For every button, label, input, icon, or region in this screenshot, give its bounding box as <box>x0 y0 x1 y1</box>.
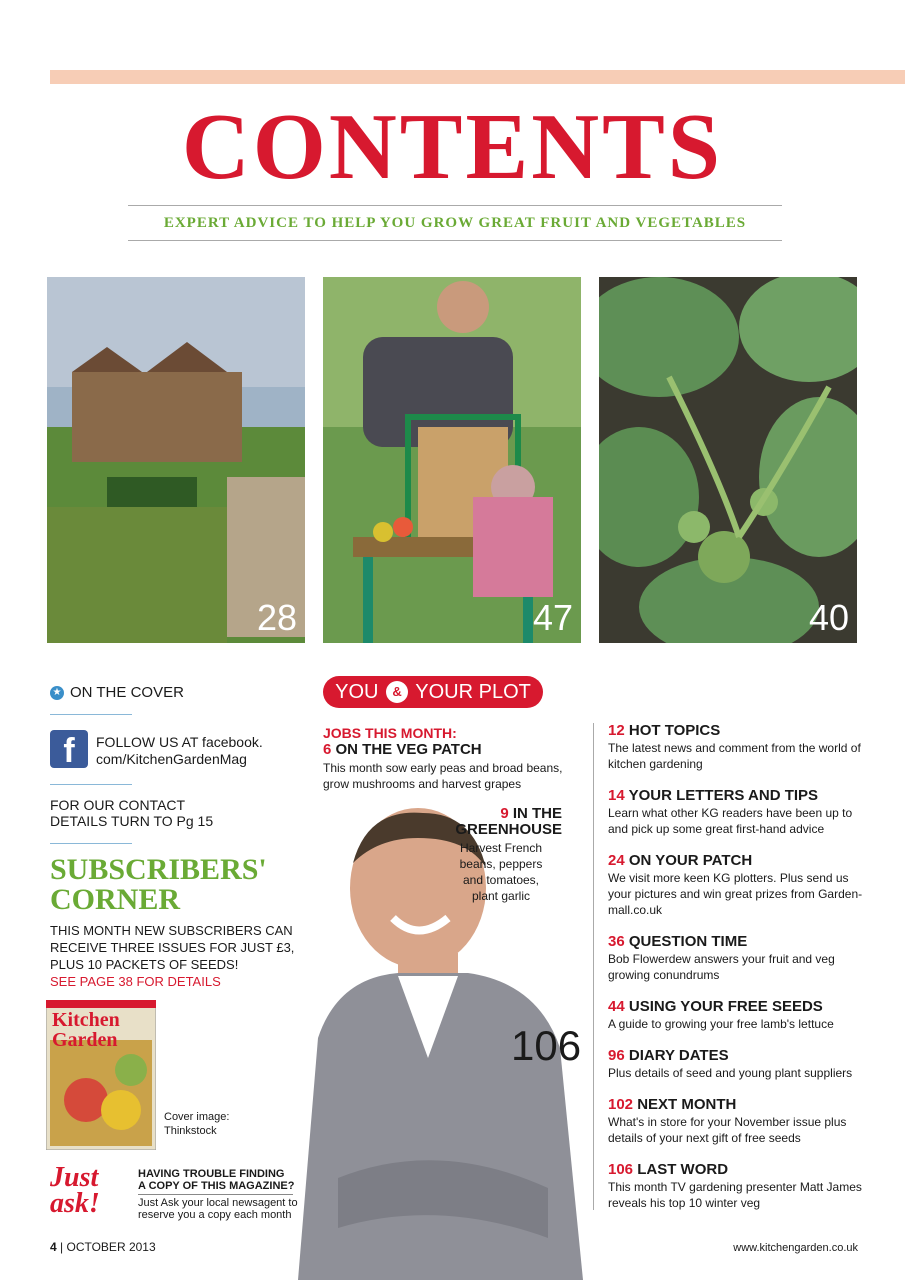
greenhouse-page: 9 <box>500 805 509 822</box>
divider <box>50 784 132 785</box>
column-divider <box>593 723 594 1210</box>
section-you-and-your-plot <box>323 676 543 708</box>
subtitle-box <box>128 205 782 241</box>
item-page: 24 <box>608 852 625 869</box>
jobs-title-text: ON THE VEG PATCH <box>335 741 482 758</box>
just-ask-body: Just Ask your local newsagent to reserve you a copy each month <box>138 1197 298 1221</box>
top-color-bar <box>50 70 905 84</box>
item-desc: What's in store for your November issue plus details of your next gift of free seeds <box>608 1115 847 1145</box>
item-page: 106 <box>608 1161 634 1178</box>
item-desc: This month TV gardening presenter Matt James reveals his top 10 winter veg <box>608 1180 862 1210</box>
item-title: HOT TOPICS <box>628 722 721 739</box>
jobs-heading: JOBS THIS MONTH: <box>323 725 457 741</box>
footer-page-info: 4 | OCTOBER 2013 <box>50 1240 156 1254</box>
greenhouse-desc: Harvest French beans, peppers and tomatoes, plant garlic <box>459 841 543 903</box>
divider <box>50 843 132 844</box>
item-desc: We visit more keen KG plotters. Plus send us your pictures and win great prizes from Garden-mall.co.uk <box>608 871 863 917</box>
item-desc: Plus details of seed and young plant suppliers <box>608 1066 853 1080</box>
contents-item[interactable] <box>608 998 868 1032</box>
star-icon: ★ <box>50 686 64 700</box>
jobs-title <box>323 741 578 758</box>
just-ask-box <box>50 1162 300 1223</box>
item-page: 12 <box>608 722 625 739</box>
contents-list <box>608 722 868 1226</box>
contents-item[interactable] <box>608 852 868 918</box>
contents-item[interactable] <box>608 722 868 772</box>
divider <box>50 714 132 715</box>
photo-courgette-page: 40 <box>808 597 849 638</box>
item-desc: The latest news and comment from the world of kitchen gardening <box>608 741 861 771</box>
subscribers-offer <box>50 922 305 990</box>
item-page: 36 <box>608 933 625 950</box>
just-ask-divider <box>138 1194 293 1195</box>
facebook-icon: f <box>50 730 88 768</box>
greenhouse-title <box>440 806 562 838</box>
jobs-page: 6 <box>323 741 332 758</box>
facebook-promo[interactable] <box>50 730 263 768</box>
item-title: LAST WORD <box>637 1161 729 1178</box>
item-desc: Learn what other KG readers have been up to and pick up some great first-hand advice <box>608 806 853 836</box>
footer-url[interactable]: www.kitchengarden.co.uk <box>733 1242 858 1254</box>
item-desc: A guide to growing your free lamb's lettuce <box>608 1017 834 1031</box>
subscribers-offer-text: THIS MONTH NEW SUBSCRIBERS CAN RECEIVE THREE ISSUES FOR JUST £3, PLUS 10 PACKETS OF SEEDS! <box>50 923 295 972</box>
ampersand-icon: & <box>386 681 408 703</box>
just-ask-logo: Just ask! <box>50 1162 100 1219</box>
item-title: QUESTION TIME <box>628 933 748 950</box>
item-title: YOUR LETTERS AND TIPS <box>628 787 819 804</box>
section-plot: YOUR PLOT <box>415 681 531 703</box>
item-title: DIARY DATES <box>628 1047 729 1064</box>
magazine-cover-thumbnail[interactable] <box>46 1000 156 1150</box>
item-title: NEXT MONTH <box>637 1096 737 1113</box>
item-page: 102 <box>608 1096 634 1113</box>
contents-item[interactable] <box>608 1047 868 1081</box>
section-you: YOU <box>335 681 379 703</box>
cover-credit: Cover image: Thinkstock <box>164 1111 230 1137</box>
subscribers-link[interactable]: SEE PAGE 38 FOR DETAILS <box>50 974 221 989</box>
photo-cider-press[interactable] <box>323 277 581 643</box>
facebook-text[interactable]: FOLLOW US AT facebook. com/KitchenGardenMag <box>96 734 263 767</box>
footer-page-number: 4 <box>50 1240 57 1254</box>
item-title: ON YOUR PATCH <box>628 852 753 869</box>
greenhouse-title-text: IN THE GREENHOUSE <box>455 805 562 838</box>
contents-item[interactable] <box>608 1096 868 1146</box>
jobs-desc: This month sow early peas and broad beans, grow mushrooms and harvest grapes <box>323 761 563 791</box>
page-subtitle: EXPERT ADVICE TO HELP YOU GROW GREAT FRUIT AND VEGETABLES <box>163 215 747 231</box>
item-title: USING YOUR FREE SEEDS <box>628 998 823 1015</box>
subscribers-corner-heading: SUBSCRIBERS' CORNER <box>50 853 267 916</box>
page-title: CONTENTS <box>181 95 724 199</box>
item-page: 96 <box>608 1047 625 1064</box>
contents-item[interactable] <box>608 933 868 983</box>
contact-details: FOR OUR CONTACT DETAILS TURN TO Pg 15 <box>50 797 214 829</box>
item-page: 44 <box>608 998 625 1015</box>
item-page: 14 <box>608 787 625 804</box>
photo-house-page: 28 <box>256 597 297 638</box>
on-the-cover-label <box>50 684 184 701</box>
contents-item[interactable] <box>608 1161 868 1211</box>
photo-courgette[interactable] <box>599 277 857 643</box>
footer-issue: OCTOBER 2013 <box>66 1240 156 1254</box>
on-the-cover-text: ON THE COVER <box>70 684 184 701</box>
magazine-title: Kitchen Garden <box>52 1009 120 1051</box>
photo-cider-press-page: 47 <box>532 597 573 638</box>
jobs-this-month[interactable] <box>323 725 578 792</box>
in-the-greenhouse[interactable] <box>440 806 562 904</box>
just-ask-heading: HAVING TROUBLE FINDING A COPY OF THIS MAGAZINE? <box>138 1168 295 1192</box>
photo-house[interactable] <box>47 277 305 643</box>
presenter-page: 106 <box>511 1022 582 1069</box>
item-desc: Bob Flowerdew answers your fruit and veg growing conundrums <box>608 952 835 982</box>
contents-item[interactable] <box>608 787 868 837</box>
